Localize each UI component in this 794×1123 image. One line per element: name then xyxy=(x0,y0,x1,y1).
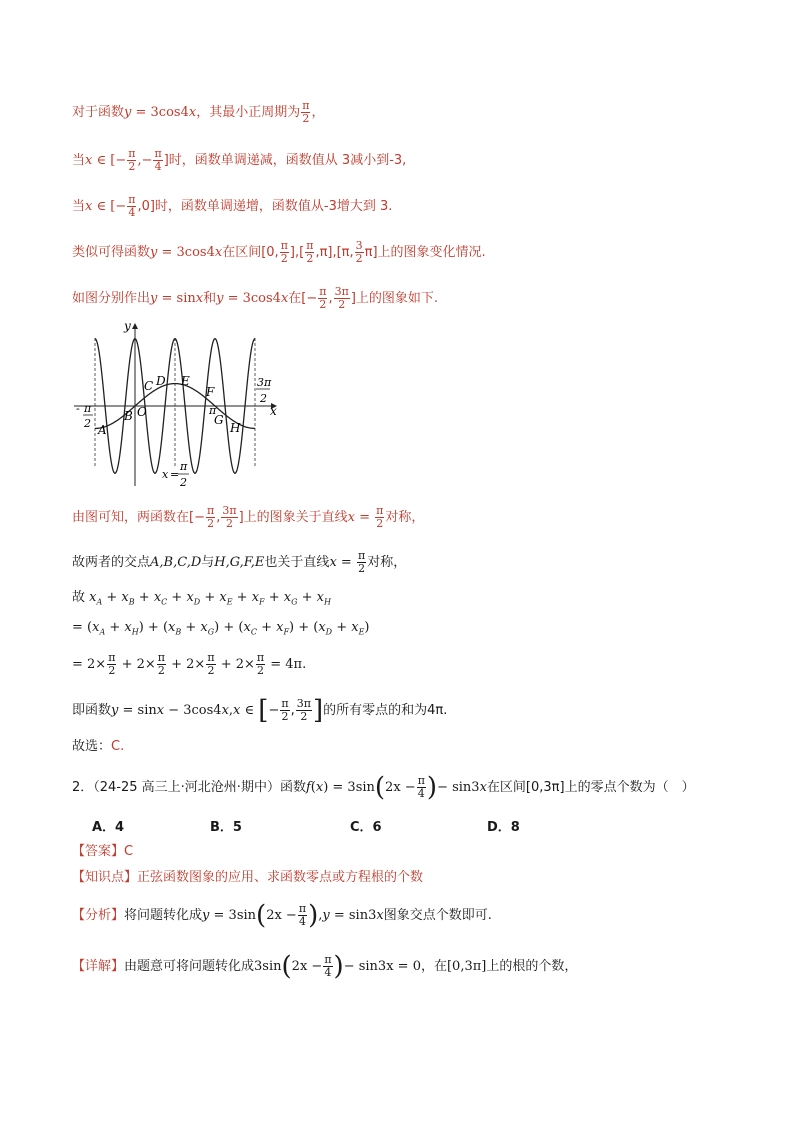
point-label-A: A xyxy=(98,423,107,437)
option-d[interactable]: D．8 xyxy=(487,820,520,835)
vertical-line-label xyxy=(162,460,189,488)
text-line-8: 故 $x_A + x_B + x_C + x_D + x_E + x_F + x_G + x_H$ xyxy=(72,590,331,607)
svg-text:-: - xyxy=(76,402,80,415)
knowledge-point-line: 【知识点】正弦函数图象的应用、求函数零点或方程根的个数 xyxy=(72,870,424,885)
point-label-F: F xyxy=(206,385,215,399)
svg-text:3π: 3π xyxy=(257,376,272,389)
option-c[interactable]: C．6 xyxy=(350,820,382,835)
text-line-2: 当x ∈ [− $\frac{\pi}{2}$ ,− $\frac{\pi}{4}$ ]时，函数单调递减，函数值从 3减小到-3, xyxy=(72,147,407,173)
tick-label-neg-pi-half xyxy=(76,402,93,430)
option-a[interactable]: A．4 xyxy=(92,820,125,835)
point-label-C: C xyxy=(144,379,154,393)
text-line-1: 对于函数y = 3cos4x，其最小正周期为 $\frac{\pi}{2}$ ， xyxy=(72,99,325,125)
detail-line: 【详解】由题意可将问题转化成3sin(2x − $\frac{\pi}{4}$ )− sin3x = 0，在[0,3π]上的根的个数， xyxy=(72,951,578,982)
svg-text:=: = xyxy=(170,468,180,481)
text-line-11: 即函数y = sinx − 3cos4x,x ∈ [− $\frac{\pi}{2}$ , $\frac{3\pi}{2}$ ]的所有零点的和为4π. xyxy=(72,695,448,726)
point-label-H: H xyxy=(230,421,241,435)
point-label-E: E xyxy=(181,374,190,388)
text-line-10: = 2× $\frac{\pi}{2}$ + 2× $\frac{\pi}{2}$ + 2× $\frac{\pi}{2}$ + 2× $\frac{\pi}{2}$ = 4π. xyxy=(72,651,307,677)
text-line-9: = $(x_A + x_H) + (x_B + x_G) + (x_C + x_F) + (x_D + x_E)$ xyxy=(72,620,370,637)
svg-text:π: π xyxy=(180,460,188,473)
point-label-O: O xyxy=(137,405,147,419)
text-line-4: 类似可得函数y = 3cos4x在区间[0, $\frac{\pi}{2}$ ],[ $\frac{\pi}{2}$ ,π],[π, $\frac{3}{2}$ π]上的图象变化情况. xyxy=(72,239,486,265)
svg-text:π: π xyxy=(84,402,92,415)
option-b[interactable]: B．5 xyxy=(210,820,242,835)
svg-text:2: 2 xyxy=(180,476,187,488)
svg-text:2: 2 xyxy=(84,417,91,430)
y-axis-label: y xyxy=(124,319,131,333)
text-line-3: 当x ∈ [− $\frac{\pi}{4}$ ,0]时，函数单调递增，函数值从-3增大到 3. xyxy=(72,193,393,219)
text-line-6: 由图可知，两函数在[− $\frac{\pi}{2}$ , $\frac{3\pi}{2}$ ]上的图象关于直线x = $\frac{\pi}{2}$ 对称， xyxy=(72,504,425,530)
x-axis-label: x xyxy=(270,404,277,418)
question-2: 2．（24-25 高三上·河北沧州·期中）函数f(x) = 3sin(2x − $\frac{\pi}{4}$ )− sin3x在区间[0,3π]上的零点个数为（ ） xyxy=(72,772,695,803)
point-label-D: D xyxy=(156,374,166,388)
text-line-12: 故选：C. xyxy=(72,739,125,754)
svg-text:2: 2 xyxy=(260,392,267,405)
point-label-B: B xyxy=(124,409,133,423)
svg-text:x: x xyxy=(162,468,169,481)
text-line-5: 如图分别作出y = sinx和y = 3cos4x在[− $\frac{\pi}{2}$ , $\frac{3\pi}{2}$ ]上的图象如下. xyxy=(72,285,439,311)
answer-line: 【答案】C xyxy=(72,844,134,859)
analysis-line: 【分析】将问题转化成y = 3sin(2x − $\frac{\pi}{4}$ ),y = sin3x图象交点个数即可. xyxy=(72,900,492,931)
text-line-7: 故两者的交点A,B,C,D与H,G,F,E也关于直线x = $\frac{\pi}{2}$ 对称， xyxy=(72,549,407,575)
tick-label-pi: π xyxy=(209,404,217,417)
tick-label-three-pi-half xyxy=(256,376,272,405)
point-label-G: G xyxy=(214,413,224,427)
function-graph xyxy=(72,318,282,488)
